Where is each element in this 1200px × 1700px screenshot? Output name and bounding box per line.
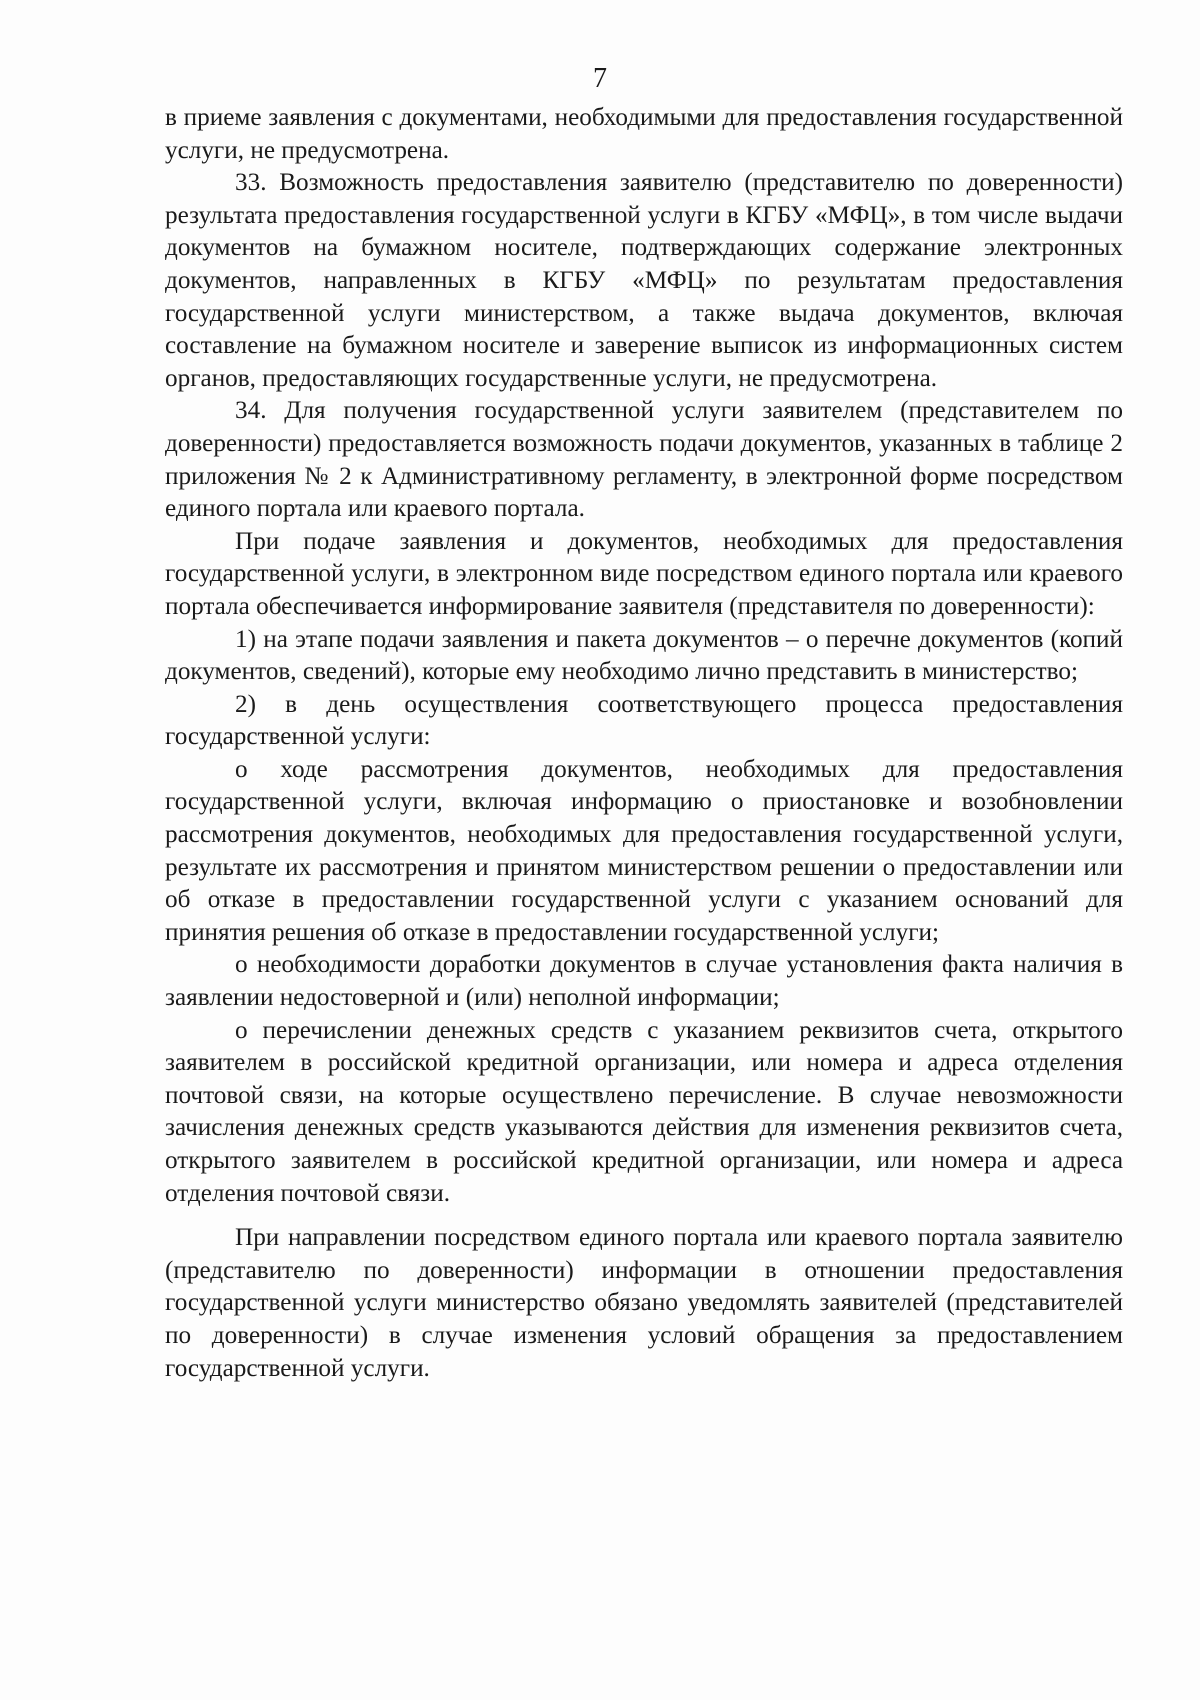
- paragraph-electronic-submission: При подаче заявления и документов, необходимых для предоставления государственной услуги, в электронном виде посредством единого портала или краевого портала обеспечивается информирование заявителя (представителя по доверенности):: [165, 527, 1123, 620]
- list-item-2: 2) в день осуществления соответствующего процесса предоставления государственной услуги:: [165, 690, 1123, 751]
- paragraph-revision-needed: о необходимости доработки документов в случае установления факта наличия в заявлении недостоверной и (или) неполной информации;: [165, 951, 1123, 1012]
- paragraph-notification-duty: При направлении посредством единого портала или краевого портала заявителю (представителю по доверенности) информации в отношении предоставления государственной услуги министерство обязано уведомлять заявителей (представителей по доверенности) в случае изменения условий обращения за предоставлением государственной услуги.: [165, 1224, 1123, 1382]
- paragraph-review-progress: о ходе рассмотрения документов, необходимых для предоставления государственной услуги, включая информацию о приостановке и возобновлении рассмотрения документов, необходимых для предоставления государственной услуги, результате их рассмотрения и принятом министерством решении о предоставлении или об отказе в предоставлении государственной услуги с указанием оснований для принятия решения об отказе в предоставлении государственной услуги;: [165, 755, 1123, 946]
- paragraph-item-34: 34. Для получения государственной услуги заявителем (представителем по доверенности) предоставляется возможность подачи документов, указанных в таблице 2 приложения № 2 к Административному регламенту, в электронной форме посредством единого портала или краевого портала.: [165, 397, 1123, 523]
- document-body: [165, 102, 1123, 1385]
- paragraph-item-33: 33. Возможность предоставления заявителю (представителю по доверенности) результата предоставления государственной услуги в КГБУ «МФЦ», в том числе выдачи документов на бумажном носителе, подтверждающих содержание электронных документов, направленных в КГБУ «МФЦ» по результатам предоставления государственной услуги министерством, а также выдача документов, включая составление на бумажном носителе и заверение выписок из информационных систем органов, предоставляющих государственные услуги, не предусмотрена.: [165, 169, 1123, 392]
- paragraph-continuation: в приеме заявления с документами, необходимыми для предоставления государственной услуги, не предусмотрена.: [165, 104, 1123, 164]
- page-number: 7: [593, 63, 607, 94]
- list-item-1: 1) на этапе подачи заявления и пакета документов – о перечне документов (копий документов, сведений), которые ему необходимо лично представить в министерство;: [165, 625, 1123, 686]
- paragraph-funds-transfer: о перечислении денежных средств с указанием реквизитов счета, открытого заявителем в российской кредитной организации, или номера и адреса отделения почтовой связи, на которые осуществлено перечисление. В случае невозможности зачисления денежных средств указываются действия для изменения реквизитов счета, открытого заявителем в российской кредитной организации, или номера и адреса отделения почтовой связи.: [165, 1016, 1123, 1207]
